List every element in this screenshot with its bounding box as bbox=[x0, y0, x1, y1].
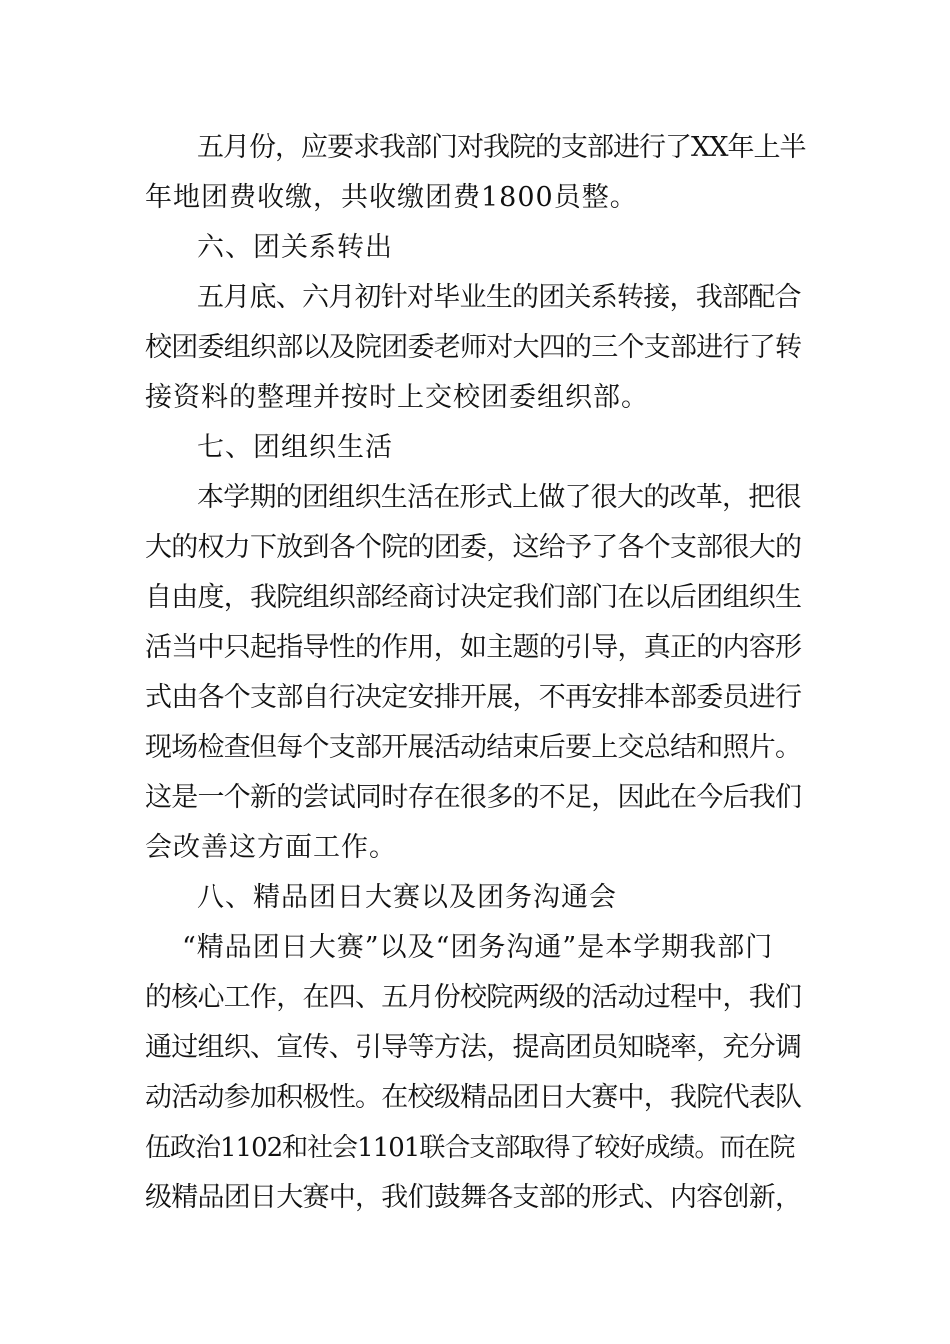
section-heading: 七、团组织生活 bbox=[197, 432, 393, 463]
paragraph-line: 动活动参加积极性。在校级精品团日大赛中，我院代表队 bbox=[145, 1082, 802, 1113]
paragraph-line: 大的权力下放到各个院的团委，这给予了各个支部很大的 bbox=[145, 532, 802, 563]
paragraph-line: 接资料的整理并按时上交校团委组织部。 bbox=[145, 382, 649, 413]
paragraph-line: 的核心工作，在四、五月份校院两级的活动过程中，我们 bbox=[145, 982, 802, 1013]
paragraph-line: “精品团日大赛”以及“团务沟通”是本学期我部门 bbox=[182, 932, 774, 963]
section-heading: 八、精品团日大赛以及团务沟通会 bbox=[197, 882, 617, 913]
paragraph-line: 这是一个新的尝试同时存在很多的不足，因此在今后我们 bbox=[145, 782, 802, 813]
paragraph-line: 年地团费收缴，共收缴团费1800员整。 bbox=[145, 182, 638, 213]
paragraph-line: 级精品团日大赛中，我们鼓舞各支部的形式、内容创新， bbox=[145, 1182, 802, 1213]
paragraph-line: 式由各个支部自行决定安排开展，不再安排本部委员进行 bbox=[145, 682, 802, 713]
paragraph-line: 活当中只起指导性的作用，如主题的引导，真正的内容形 bbox=[145, 632, 802, 663]
paragraph-line: 现场检查但每个支部开展活动结束后要上交总结和照片。 bbox=[145, 732, 802, 763]
paragraph-line: 自由度，我院组织部经商讨决定我们部门在以后团组织生 bbox=[145, 582, 802, 613]
paragraph-line: 五月份，应要求我部门对我院的支部进行了XX年上半 bbox=[197, 132, 806, 163]
paragraph-line: 校团委组织部以及院团委老师对大四的三个支部进行了转 bbox=[145, 332, 802, 363]
paragraph-line: 五月底、六月初针对毕业生的团关系转接，我部配合 bbox=[197, 282, 801, 313]
paragraph-line: 伍政治1102和社会1101联合支部取得了较好成绩。而在院 bbox=[145, 1133, 795, 1163]
paragraph-line: 会改善这方面工作。 bbox=[145, 832, 397, 863]
section-heading: 六、团关系转出 bbox=[197, 232, 393, 263]
paragraph-line: 通过组织、宣传、引导等方法，提高团员知晓率，充分调 bbox=[145, 1032, 802, 1063]
paragraph-line: 本学期的团组织生活在形式上做了很大的改革，把很 bbox=[197, 482, 801, 513]
